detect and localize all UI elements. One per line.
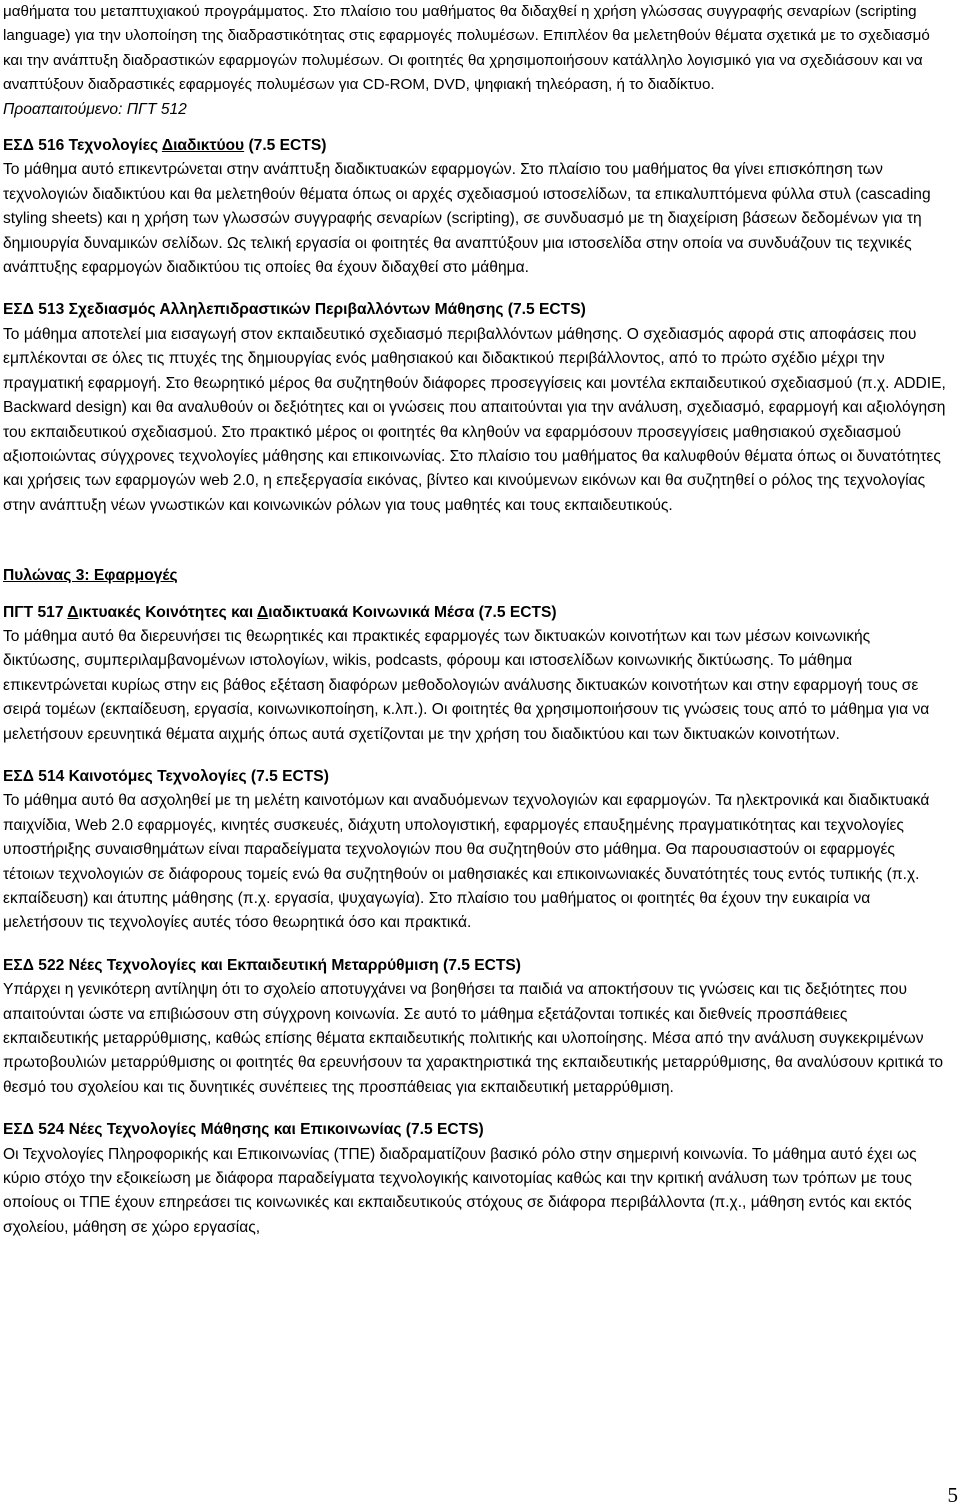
- pillar-heading: Πυλώνας 3: Εφαρμογές: [3, 567, 178, 585]
- course-description-esd514: Το μάθημα αυτό θα ασχοληθεί με τη μελέτη καινοτόμων και αναδυόμενων τεχνολογιών και εφαρμογών. Τα ηλεκτρονικά και διαδικτυακά παιχνίδια, Web 2.0 εφαρμογές, κινητές συσκευές, διάχυτη υπολογιστική, εφαρμογές επαυξημένης πραγματικότητας και τεχνολογίες υποστήριξης συναισθημάτων είναι παραδείγματα τεχνολογιών που θα συζητηθούν στο μάθημα. Θα παρουσιαστούν οι εφαρμογές τέτοιων τεχνολογιών σε διάφορους τομείς ενώ θα συζητηθούν οι μαθησιακές και επικοινωνιακές δυνατότητές τους εντός τυπικής (π.χ. εκπαίδευση) και άτυπης μάθησης (π.χ. εργασία, ψυχαγωγία). Στο πλαίσιο του μαθήματος οι φοιτητές θα έχουν την ευκαιρία να μελετήσουν τις τεχνολογίες αυτές τόσο θεωρητικά όσο και πρακτικά.: [3, 792, 930, 932]
- page-number: 5: [947, 1483, 958, 1507]
- course-title-esd524: ΕΣΔ 524 Νέες Τεχνολογίες Μάθησης και Επικοινωνίας (7.5 ECTS): [3, 1121, 484, 1139]
- course-title-esd514: ΕΣΔ 514 Καινοτόμες Τεχνολογίες (7.5 ECTS): [3, 767, 329, 785]
- course-description-esd522: Υπάρχει η γενικότερη αντίληψη ότι το σχολείο αποτυγχάνει να βοηθήσει τα παιδιά να αποκτήσουν τις γνώσεις και τις δεξιότητες που απαιτούνται ώστε να επιβιώσουν στη σύγχρονη κοινωνία. Σε αυτό το μάθημα εξετάζονται τοπικές και διεθνείς προσπάθειες εκπαιδευτικής μεταρρύθμισης, καθώς επίσης θέματα εκπαιδευτικής πολιτικής και υλοποίησης. Μέσα από την ανάλυση συγκεκριμένων πρωτοβουλιών μεταρρύθμισης οι φοιτητές θα ερευνήσουν τα χαρακτηριστικά της εκπαιδευτικής μεταρρύθμισης, θα αναλύσουν κριτικά το θεσμό του σχολείου και τις δυνητικές συνέπειες της προσπάθειας για εκπαιδευτική μεταρρύθμιση.: [3, 981, 944, 1096]
- course-title-esd513: ΕΣΔ 513 Σχεδιασμός Αλληλεπιδραστικών Περιβαλλόντων Μάθησης (7.5 ECTS): [3, 301, 586, 319]
- course-description-esd516: Το μάθημα αυτό επικεντρώνεται στην ανάπτυξη διαδικτυακών εφαρμογών. Στο πλαίσιο του μαθήματος θα γίνει επισκόπηση των τεχνολογιών διαδικτύου και θα μελετηθούν θέματα όπως οι αρχές σχεδιασμού ιστοσελίδων, τα επικαλυπτόμενα φύλλα στυλ (cascading styling sheets) και η χρήση των γλωσσών συγγραφής σεναρίων (scripting), σε συνδυασμό με τη διαχείριση βάσεων δεδομένων για τη δημιουργία δυναμικών σελίδων. Ως τελική εργασία οι φοιτητές θα αναπτύξουν μια ιστοσελίδα στην οποία να συνδυάζουν τις τεχνικές ανάπτυξης εφαρμογών διαδικτύου τις οποίες θα έχουν διδαχθεί στο μάθημα.: [3, 161, 931, 277]
- course-description-esd513: Το μάθημα αποτελεί μια εισαγωγή στον εκπαιδευτικό σχεδιασμό περιβαλλόντων μάθησης. Ο σχεδιασμός αφορά στις αποφάσεις που εμπλέκονται σε όλες τις πτυχές της δημιουργίας ενός μαθησιακού και διδακτικού περιβάλλοντος, από το πρώτο σχέδιο μέχρι την πραγματική εφαρμογή. Στο θεωρητικό μέρος θα συζητηθούν διάφορες προσεγγίσεις και μοντέλα εκπαιδευτικού σχεδιασμού (π.χ. ADDIE, Backward design) και θα αναλυθούν οι δεξιότητες και οι γνώσεις που απαιτούνται για την ανάλυση, σχεδιασμό, εφαρμογή και αξιολόγηση του εκπαιδευτικού σχεδιασμού. Στο πρακτικό μέρος οι φοιτητές θα κληθούν να εφαρμόσουν προσεγγίσεις μαθησιακού σχεδιασμού αξιοποιώντας σύγχρονες τεχνολογίες μάθησης και επικοινωνίας. Στο πλαίσιο του μαθήματος θα καλυφθούν θέματα όπως οι δυνατότητες και χρήσεις των εφαρμογών web 2.0, η επεξεργασία εικόνας, βίντεο και κινούμενων εικόνων και θα συζητηθεί ο ρόλος της τεχνολογίας στην ανάπτυξη νέων γνωστικών και κοινωνικών ρόλων για τους μαθητές και τους εκπαιδευτικούς.: [3, 325, 946, 514]
- course-title-esd516: ΕΣΔ 516 Τεχνολογίες Διαδικτύου (7.5 ECTS): [3, 137, 327, 155]
- course-description-esd524: Οι Τεχνολογίες Πληροφορικής και Επικοινωνίας (ΤΠΕ) διαδραματίζουν βασικό ρόλο στην σημερινή κοινωνία. Το μάθημα αυτό έχει ως κύριο στόχο την εξοικείωση με διάφορα παραδείγματα τεχνολογικής καινοτομίας καθώς και την κριτική ανάλυση των τρόπων με τους οποίους οι ΤΠΕ έχουν επηρεάσει τις κοινωνικές και εκπαιδευτικούς στόχους σε διάφορα περιβάλλοντα (π.χ., μάθηση εντός και εκτός σχολείου, μάθηση σε χώρο εργασίας,: [3, 1145, 917, 1236]
- course-title-pgt517: ΠΓΤ 517 Δικτυακές Κοινότητες και Διαδικτυακά Κοινωνικά Μέσα (7.5 ECTS): [3, 603, 557, 621]
- course-description-pgt517: Το μάθημα αυτό θα διερευνήσει τις θεωρητικές και πρακτικές εφαρμογές των δικτυακών κοινοτήτων και των μέσων κοινωνικής δικτύωσης, συμπεριλαμβανομένων ιστολογίων, wikis, podcasts, φόρουμ και ιστοσελίδων κοινωνικής δικτύωσης. Το μάθημα επικεντρώνεται κυρίως στην εις βάθος εξέταση διαφόρων μεθοδολογιών ανάλυσης δικτυακών κοινοτήτων και στην εφαρμογή τους σε σειρά τομέων (εκπαίδευση, εργασία, κοινωνικοποίηση, κ.λπ.). Οι φοιτητές θα χρησιμοποιήσουν τις γνώσεις τους από το μάθημα για να μελετήσουν ερευνητικά θέματα αιχμής όπως αυτά σχετίζονται με την χρήση του διαδικτύου και των δικτυακών κοινοτήτων.: [3, 627, 930, 743]
- intro-paragraph: μαθήματα του μεταπτυχιακού προγράμματος. Στο πλαίσιο του μαθήματος θα διδαχθεί η χρήση γλώσσας συγγραφής σεναρίων (scripting language) για την υλοποίηση της διαδραστικότητας στις εφαρμογές πολυμέσων. Επιπλέον θα μελετηθούν θέματα σχετικά με το σχεδιασμό και την ανάπτυξη διαδραστικών εφαρμογών πολυμέσων. Οι φοιτητές θα χρησιμοποιήσουν κατάλληλο λογισμικό για να σχεδιάσουν και να αναπτύξουν διαδραστικές εφαρμογές πολυμέσων για CD-ROM, DVD, ψηφιακή τηλεόραση, ή το διαδίκτυο.: [3, 3, 930, 94]
- prerequisite-note: Προαπαιτούμενο: ΠΓΤ 512: [3, 100, 187, 118]
- course-title-esd522: ΕΣΔ 522 Νέες Τεχνολογίες και Εκπαιδευτική Μεταρρύθμιση (7.5 ECTS): [3, 956, 521, 974]
- document-page: [3, 0, 947, 1240]
